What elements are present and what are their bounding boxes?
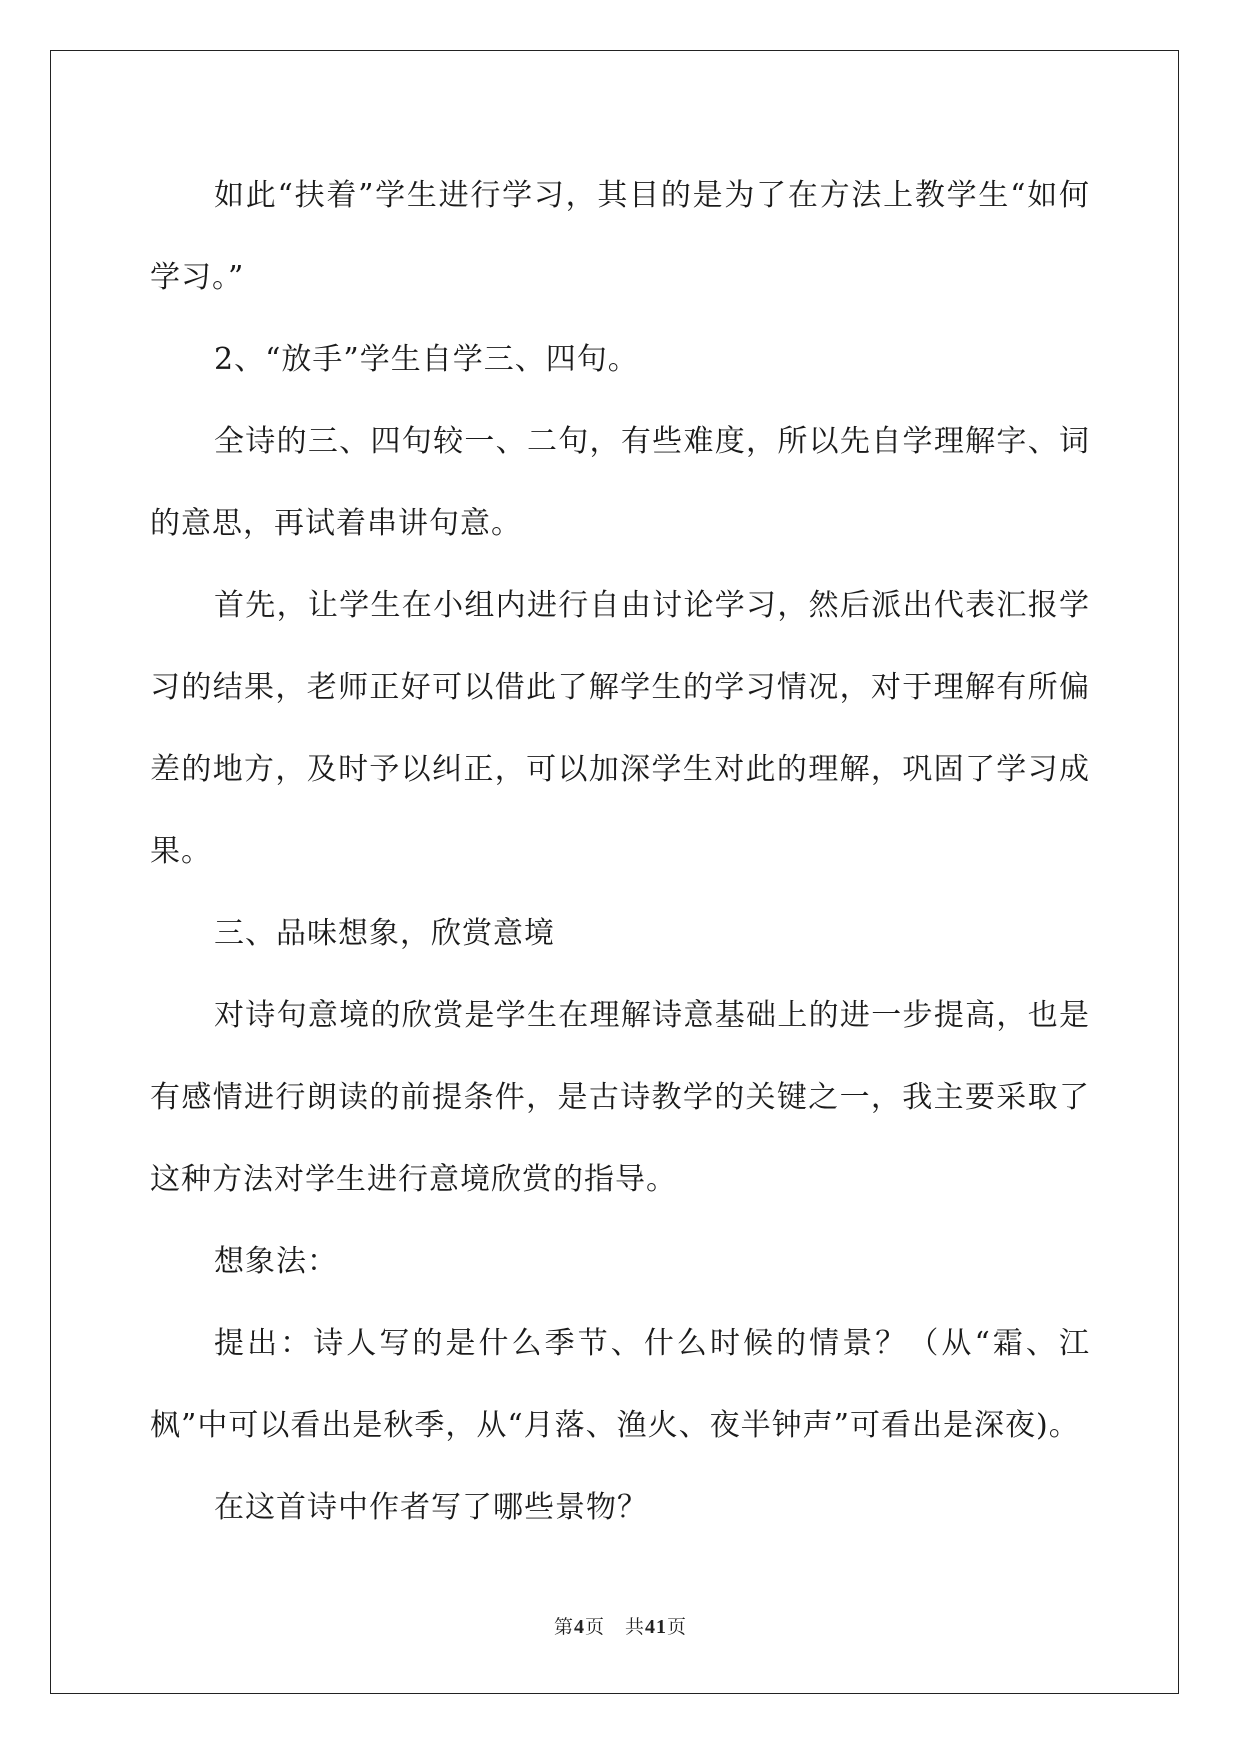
paragraph: 首先，让学生在小组内进行自由讨论学习，然后派出代表汇报学习的结果，老师正好可以借此了解学生的学习情况，对于理解有所偏差的地方，及时予以纠正，可以加深学生对此的理解，巩固了学习成果。 <box>150 588 1090 869</box>
footer-total-prefix: 共 <box>625 1616 646 1638</box>
paragraph: 对诗句意境的欣赏是学生在理解诗意基础上的进一步提高，也是有感情进行朗读的前提条件，是古诗教学的关键之一，我主要采取了这种方法对学生进行意境欣赏的指导。 <box>150 998 1090 1197</box>
footer-total-unit: 页 <box>667 1616 688 1638</box>
document-body <box>150 155 1090 1549</box>
paragraph: 在这首诗中作者写了哪些景物？ <box>214 1490 648 1525</box>
paragraph: 如此“扶着”学生进行学习，其目的是为了在方法上教学生“如何学习。” <box>150 178 1090 295</box>
total-page-number: 41 <box>645 1616 668 1638</box>
paragraph: 提出：诗人写的是什么季节、什么时候的情景？（从“霜、江枫”中可以看出是秋季，从“月落、渔火、夜半钟声”可看出是深夜)。 <box>150 1326 1090 1443</box>
current-page-number: 4 <box>573 1616 585 1638</box>
page-footer <box>0 1612 1241 1639</box>
paragraph: 想象法： <box>214 1244 338 1279</box>
section-heading: 三、品味想象，欣赏意境 <box>214 916 555 951</box>
paragraph: 2、“放手”学生自学三、四句。 <box>214 342 639 377</box>
paragraph: 全诗的三、四句较一、二句，有些难度，所以先自学理解字、词的意思，再试着串讲句意。 <box>150 424 1090 541</box>
footer-prefix: 第 <box>553 1616 574 1638</box>
footer-page-unit: 页 <box>584 1616 605 1638</box>
